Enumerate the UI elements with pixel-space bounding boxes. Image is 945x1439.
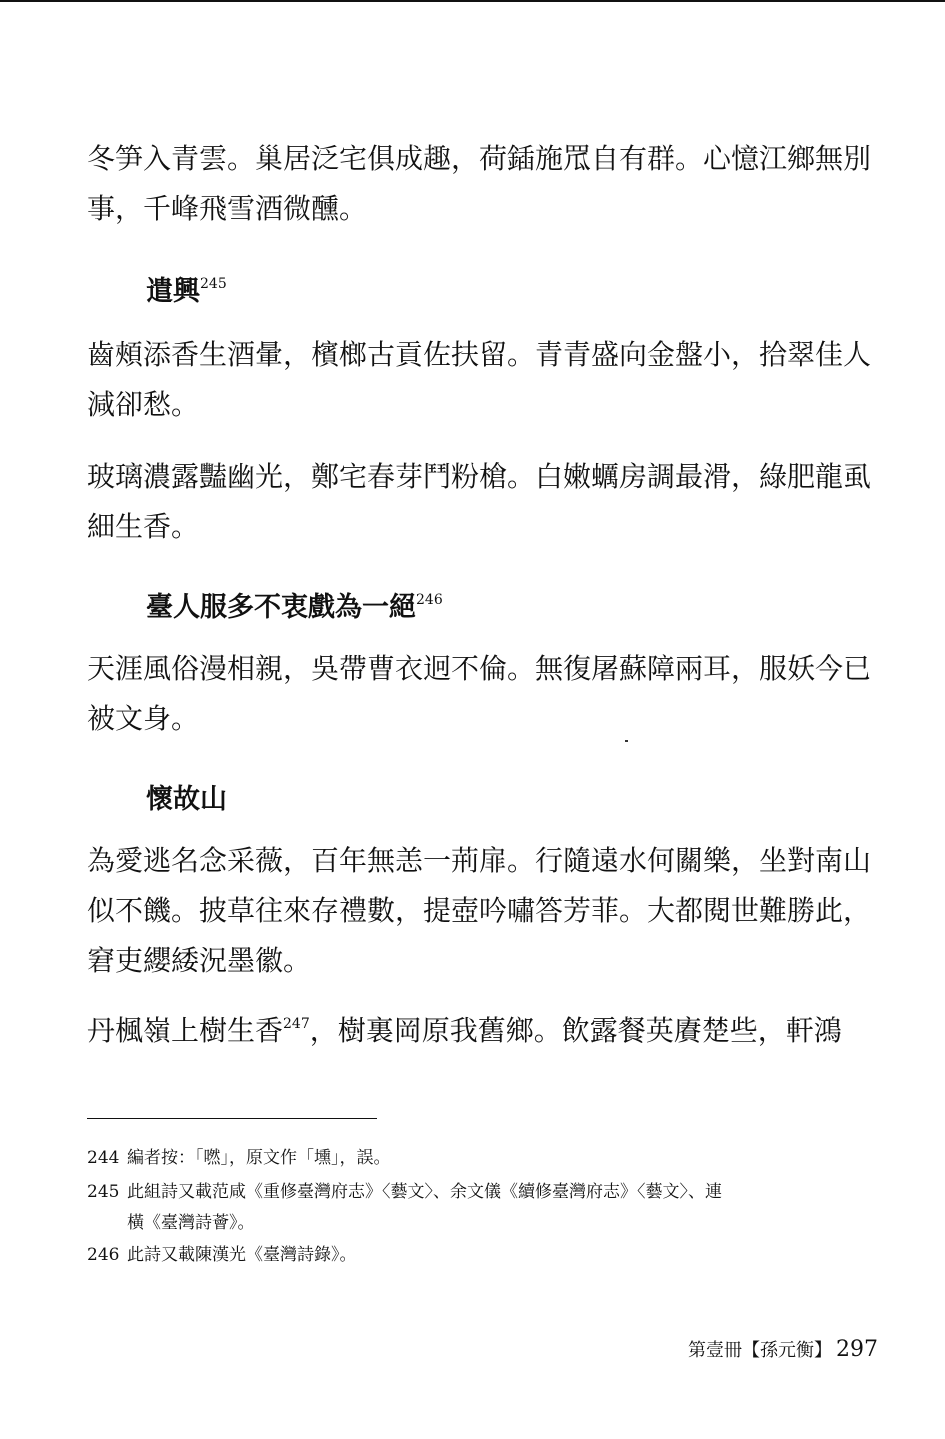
poem-title-qianxing — [146, 272, 227, 312]
footnote-number: 246 — [87, 1245, 120, 1265]
poem-line: 減卻愁。 — [87, 388, 200, 421]
poem-line-part: 丹楓嶺上樹生香 — [87, 1014, 284, 1047]
poem-line: 窘吏纓緌況墨徽。 — [87, 944, 312, 977]
poem-title-huaigushan — [146, 780, 227, 820]
poem-line — [87, 1006, 879, 1056]
footnote-text: 此組詩又載范咸《重修臺灣府志》〈藝文〉、余文儀《續修臺灣府志》〈藝文〉、連 — [127, 1182, 722, 1202]
footnote-ref-246[interactable]: 246 — [416, 592, 443, 608]
footnote-ref-245[interactable]: 245 — [200, 276, 227, 292]
poem-line: 為愛逃名念采薇，百年無恙一荊扉。行隨遠水何關樂，坐對南山 — [87, 844, 872, 877]
poem-line: 冬笋入青雲。巢居泛宅俱成趣，荷鍤施罛自有群。心憶江鄉無別 — [87, 142, 872, 175]
poem-line: 天涯風俗漫相親，吳帶曹衣迥不倫。無復屠蘇障兩耳，服妖今已 — [87, 652, 872, 685]
top-border-line — [0, 0, 945, 2]
footnote-number: 244 — [87, 1148, 120, 1168]
poem-stanza — [87, 644, 879, 744]
poem-stanza — [87, 452, 879, 552]
poem-line: 齒頰添香生酒暈，檳榔古貢佐扶留。青青盛向金盤小，拾翠佳人 — [87, 338, 872, 371]
poem-line: 被文身。 — [87, 702, 200, 735]
poem-line: 事，千峰飛雪酒微醺。 — [87, 192, 368, 225]
poem-line-part: ，樹裏岡原我舊鄉。飲露餐英賡楚些，軒鴻 — [309, 1014, 842, 1047]
footnote-ref-247[interactable]: 247 — [283, 1016, 310, 1032]
poem-title-text: 臺人服多不衷戲為一絕 — [146, 592, 416, 623]
footnote-text-continued: 橫《臺灣詩薈》。 — [127, 1213, 255, 1233]
volume-label: 第壹冊【孫元衡】 — [688, 1340, 832, 1361]
poem-title-text: 遣興 — [146, 276, 200, 307]
poem-stanza — [87, 836, 879, 986]
footnote-separator — [87, 1118, 377, 1119]
page-footer — [688, 1330, 878, 1371]
page-number: 297 — [836, 1337, 878, 1362]
poem-title-tairen — [146, 588, 443, 628]
footnote-text: 此詩又載陳漢光《臺灣詩錄》。 — [127, 1245, 357, 1265]
poem-line: 似不饑。披草往來存禮數，提壺吟嘯答芳菲。大都閱世難勝此， — [87, 894, 872, 927]
poem-title-text: 懷故山 — [146, 784, 227, 815]
scan-speck — [625, 740, 628, 742]
footnote-text: 編者按：「嘫」，原文作「壎」，誤。 — [127, 1148, 391, 1168]
footnote-number: 245 — [87, 1182, 120, 1202]
poem-line: 玻璃濃露豔幽光，鄭宅春芽鬥粉槍。白嫩蠣房調最滑，綠肥龍虱 — [87, 460, 872, 493]
poem-line: 細生香。 — [87, 510, 200, 543]
footnote-246 — [87, 1240, 877, 1271]
footnote-244 — [87, 1143, 877, 1174]
poem-continuation — [87, 134, 879, 234]
poem-stanza — [87, 330, 879, 430]
footnote-245 — [87, 1177, 877, 1239]
poem-stanza — [87, 1006, 879, 1056]
